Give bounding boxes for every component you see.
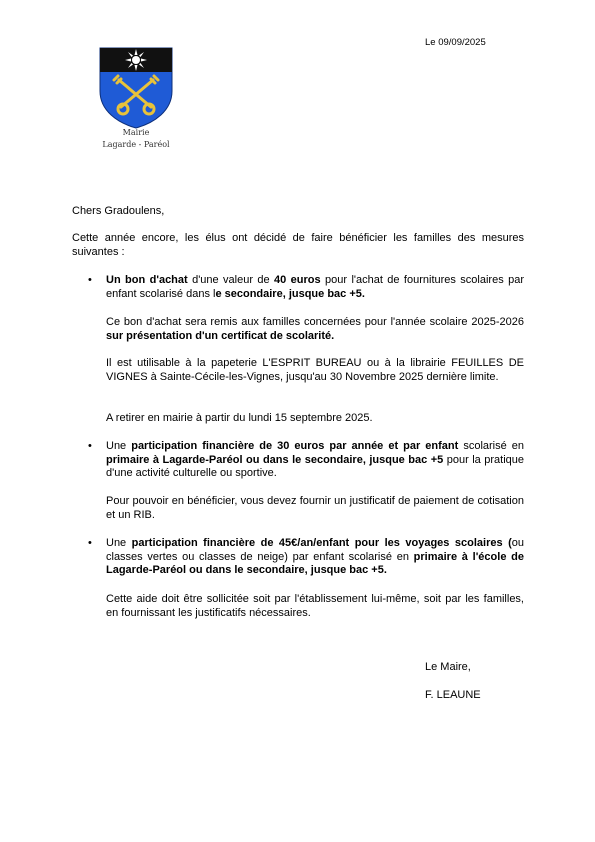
measure-2-paragraph — [106, 440, 524, 481]
mairie-label: Mairie — [122, 128, 150, 137]
intro-paragraph: Cette année encore, les élus ont décidé de faire bénéficier les familles des mesures suivantes : — [72, 232, 524, 258]
text-bold: 40 euros — [274, 274, 321, 286]
measure-3-request-paragraph: Cette aide doit être sollicitée soit par l'établissement lui-même, soit par les familles, en fournissant les justificatifs nécessaires. — [106, 593, 524, 619]
text-bold: Un bon d'achat — [106, 274, 188, 286]
bullet-marker: • — [88, 440, 92, 452]
measure-2-requirements-paragraph: Pour pouvoir en bénéficier, vous devez fournir un justificatif de paiement de cotisation et un RIB. — [106, 495, 524, 521]
text: Une — [106, 537, 132, 549]
commune-name: Lagarde - Paréol — [102, 140, 170, 149]
measure-1-pickup-paragraph: A retirer en mairie à partir du lundi 15 septembre 2025. — [106, 412, 373, 424]
coat-of-arms-logo — [99, 47, 173, 129]
bullet-marker: • — [88, 537, 92, 549]
text: ou classes vertes ou classes de neige) par enfant scolarisé en — [106, 537, 524, 563]
signature-title: Le Maire, — [425, 661, 471, 673]
text-bold: participation financière de 30 euros par année et par enfant — [131, 440, 459, 452]
bullet-marker: • — [88, 274, 92, 286]
text-bold: primaire à Lagarde-Paréol ou dans le secondaire, jusque bac +5 — [106, 453, 444, 466]
text: Une — [106, 440, 132, 452]
text-bold: e secondaire, jusque bac +5. — [215, 287, 365, 300]
text-bold: primaire à l'école de Lagarde-Paréol ou dans le secondaire, jusque bac +5. — [106, 550, 524, 576]
text-bold: participation financière de 45€/an/enfant pour les voyages scolaires ( — [131, 537, 512, 549]
text: d'une valeur de — [187, 274, 275, 286]
measure-3-paragraph — [106, 537, 524, 578]
text: pour la pratique d'une activité culturelle ou sportive. — [106, 453, 524, 479]
text: scolarisé en — [458, 440, 524, 452]
mairie-name — [80, 127, 192, 151]
salutation: Chers Gradoulens, — [72, 205, 165, 217]
text: Ce bon d'achat sera remis aux familles concernées pour l'année scolaire 2025-2026 — [106, 316, 524, 328]
measure-1-paragraph — [106, 274, 524, 301]
text-bold: sur présentation d'un certificat de scolarité. — [106, 329, 335, 342]
measure-1-certificate-paragraph — [106, 316, 524, 343]
text: pour l'achat de fournitures scolaires par enfant scolarisé dans l — [106, 274, 524, 300]
letter-date: Le 09/09/2025 — [425, 37, 486, 48]
signature-name: F. LEAUNE — [425, 689, 481, 701]
measure-1-shops-paragraph: Il est utilisable à la papeterie L'ESPRIT BUREAU ou à la librairie FEUILLES DE VIGNES à Sainte-Cécile-les-Vignes, jusqu'au 30 Novembre 2025 dernière limite. — [106, 357, 524, 383]
